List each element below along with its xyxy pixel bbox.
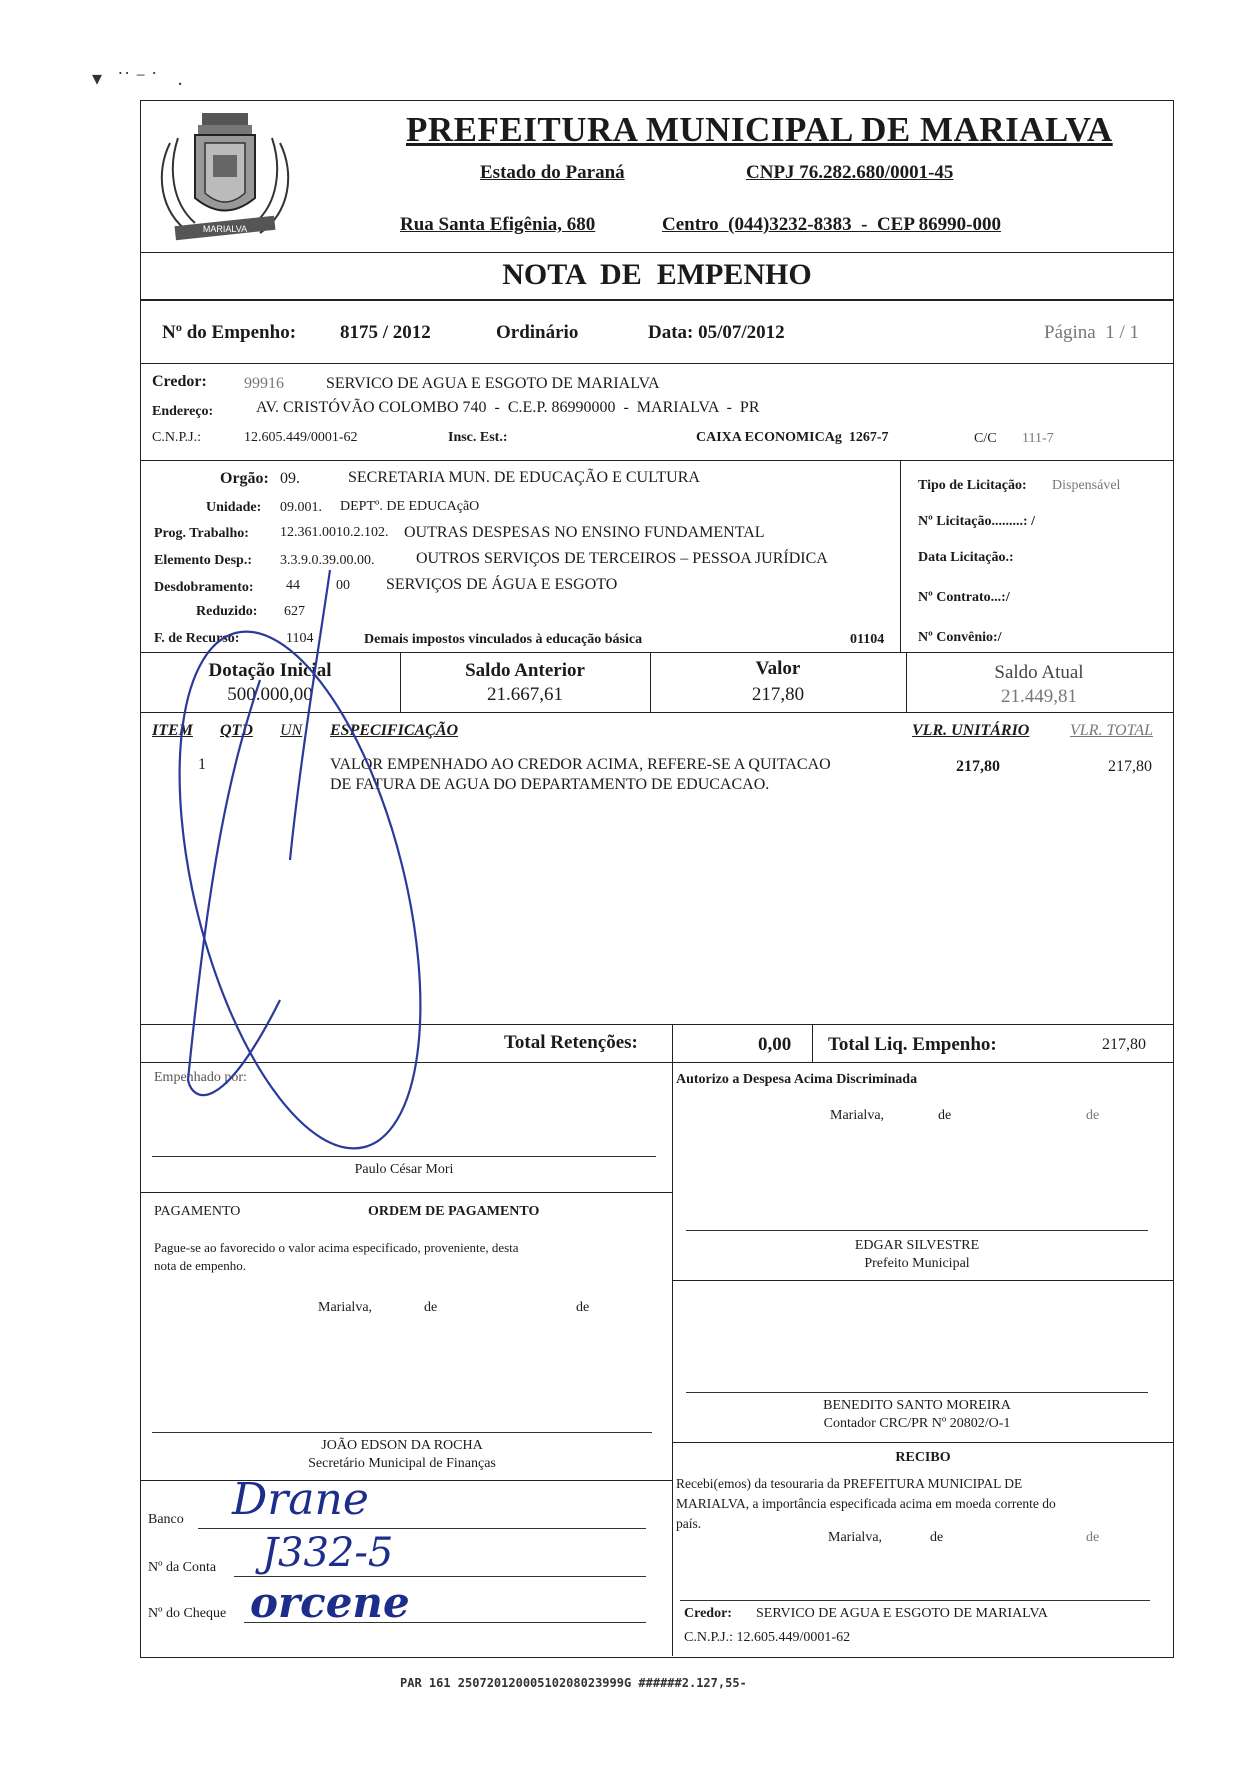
fonte-code: 1104	[286, 631, 314, 646]
item-desc-line2: DE FATURA DE AGUA DO DEPARTAMENTO DE EDUCACAO.	[330, 776, 770, 793]
autorizo-marialva: Marialva,	[830, 1108, 885, 1123]
recibo-credor-label: Credor:	[684, 1606, 732, 1621]
saldo-anterior-value: 21.667,61	[487, 684, 563, 705]
saldo-anterior-label: Saldo Anterior	[465, 660, 585, 681]
credor-code: 99916	[244, 375, 284, 392]
licitacao-tipo-value: Dispensável	[1052, 478, 1121, 493]
banco-handwritten: Drane	[232, 1474, 369, 1525]
fonte-name: Demais impostos vinculados à educação básica	[364, 632, 643, 647]
empenho-type: Ordinário	[496, 322, 579, 343]
pague-de1: de	[424, 1300, 438, 1315]
total-retencoes-label: Total Retenções:	[504, 1032, 638, 1053]
ordem-pagamento-label: ORDEM DE PAGAMENTO	[368, 1204, 540, 1219]
item-number: 1	[198, 756, 206, 773]
prefeito-title: Prefeito Municipal	[864, 1256, 970, 1271]
valor-value: 217,80	[751, 684, 805, 705]
recibo-credor-name: SERVICO DE AGUA E ESGOTO DE MARIALVA	[756, 1606, 1048, 1621]
endereco-label: Endereço:	[152, 404, 214, 419]
scan-marks: ▾ ˙˙ ⁻ ˙ .	[92, 68, 183, 90]
pen-ellipse-annotation	[100, 560, 500, 1160]
saldo-atual-value: 21.449,81	[1001, 686, 1077, 707]
empenho-date: Data: 05/07/2012	[648, 322, 785, 343]
licitacao-data: Data Licitação.:	[918, 550, 1014, 565]
fonte-num: 01104	[850, 632, 885, 647]
total-liq-label: Total Liq. Empenho:	[828, 1034, 997, 1055]
contador-title: Contador CRC/PR Nº 20802/O-1	[823, 1416, 1011, 1431]
svg-text:MARIALVA: MARIALVA	[202, 224, 248, 234]
dotacao-label: Dotação Inicial	[208, 660, 332, 681]
licitacao-tipo-label: Tipo de Licitação:	[918, 478, 1027, 493]
edgar-name: EDGAR SILVESTRE	[854, 1238, 980, 1253]
orgao-label: Orgão:	[220, 470, 269, 487]
elem-name: OUTROS SERVIÇOS DE TERCEIROS – PESSOA JURÍDICA	[416, 550, 828, 567]
item-total-value: 217,80	[1108, 758, 1152, 775]
prog-code: 12.361.0010.2.102.	[280, 525, 389, 540]
orgao-code: 09.	[280, 470, 300, 487]
prog-name: OUTRAS DESPESAS NO ENSINO FUNDAMENTAL	[404, 524, 765, 541]
banco-label: Banco	[148, 1512, 184, 1527]
district-phone-cep: Centro (044)3232-8383 - CEP 86990-000	[662, 214, 1001, 235]
recibo-de1: de	[930, 1530, 944, 1545]
col-vlr-total: VLR. TOTAL	[1070, 722, 1153, 739]
col-un: UN	[280, 722, 303, 739]
unidade-label: Unidade:	[206, 500, 262, 515]
valor-label: Valor	[755, 658, 801, 679]
reduz-code: 627	[284, 604, 305, 619]
unidade-code: 09.001.	[280, 500, 322, 515]
fonte-label: F. de Recurso:	[154, 631, 240, 646]
endereco: AV. CRISTÓVÃO COLOMBO 740 - C.E.P. 86990000 - MARIALVA - PR	[256, 399, 760, 416]
reduz-label: Reduzido:	[196, 604, 258, 619]
bank-authentication-stamp: PAR 161 25072012000510208023999G ######2.127,55-	[400, 1676, 747, 1690]
desd-name: SERVIÇOS DE ÁGUA E ESGOTO	[386, 576, 618, 593]
cheque-handwritten: orcene	[250, 1578, 410, 1627]
item-unit-value: 217,80	[956, 758, 1000, 775]
recibo-line3: país.	[676, 1516, 702, 1531]
convenio: Nº Convênio:/	[918, 630, 1002, 645]
recibo-line1: Recebi(emos) da tesouraria da PREFEITURA MUNICIPAL DE	[676, 1476, 1023, 1491]
bank-info: CAIXA ECONOMICAg 1267-7	[696, 430, 889, 445]
elem-label: Elemento Desp.:	[154, 553, 252, 568]
document-title: NOTA DE EMPENHO	[502, 258, 812, 291]
pague-marialva: Marialva,	[318, 1300, 373, 1315]
unidade-name: DEPTº. DE EDUCAçãO	[340, 499, 480, 514]
cc-label: C/C	[974, 431, 997, 446]
desd-code: 44	[286, 578, 300, 593]
empenhado-por: Empenhado por:	[154, 1070, 247, 1085]
pague-line2: nota de empenho.	[154, 1258, 247, 1273]
orgao-name: SECRETARIA MUN. DE EDUCAÇÃO E CULTURA	[348, 469, 700, 486]
col-qtd: QTD	[220, 722, 253, 739]
desd-sub: 00	[336, 578, 350, 593]
contrato: Nº Contrato...:/	[918, 590, 1010, 605]
saldo-atual-label: Saldo Atual	[994, 662, 1084, 683]
conta-handwritten: J332-5	[262, 1530, 394, 1576]
prog-label: Prog. Trabalho:	[154, 526, 249, 541]
benedito-name: BENEDITO SANTO MOREIRA	[823, 1398, 1011, 1413]
autorizo-de1: de	[938, 1108, 952, 1123]
address: Rua Santa Efigênia, 680	[400, 214, 596, 235]
recibo-line2: MARIALVA, a importância especificada acima em moeda corrente do	[676, 1496, 1056, 1511]
pagamento-label: PAGAMENTO	[154, 1204, 241, 1219]
item-desc-line1: VALOR EMPENHADO AO CREDOR ACIMA, REFERE-SE A QUITACAO	[330, 756, 831, 773]
pague-line1: Pague-se ao favorecido o valor acima especificado, proveniente, desta	[154, 1240, 519, 1255]
licitacao-num: Nº Licitação.........: /	[918, 514, 1035, 529]
state-name: Estado do Paraná	[480, 162, 625, 183]
col-vlr-unitario: VLR. UNITÁRIO	[912, 722, 1030, 739]
page-number: Página 1 / 1	[1044, 322, 1139, 343]
paulo-name: Paulo César Mori	[354, 1162, 454, 1177]
coat-of-arms-logo	[150, 103, 300, 255]
joao-name: JOÃO EDSON DA ROCHA	[321, 1438, 483, 1453]
credor-label: Credor:	[152, 373, 207, 390]
cnpj-label: C.N.P.J.:	[152, 430, 202, 445]
recibo-de2: de	[1086, 1530, 1100, 1545]
col-item: ITEM	[152, 722, 193, 739]
pague-de2: de	[576, 1300, 590, 1315]
autorizo-text: Autorizo a Despesa Acima Discriminada	[676, 1072, 918, 1087]
elem-code: 3.3.9.0.39.00.00.	[280, 553, 375, 568]
total-liq-value: 217,80	[1102, 1036, 1146, 1053]
total-retencoes-value: 0,00	[758, 1034, 792, 1055]
empenho-number: 8175 / 2012	[340, 322, 431, 343]
empenho-number-label: Nº do Empenho:	[162, 322, 297, 343]
secretario-title: Secretário Municipal de Finanças	[308, 1456, 496, 1471]
cc-value: 111-7	[1022, 431, 1054, 446]
col-especificacao: ESPECIFICAÇÃO	[330, 722, 459, 739]
recibo-credor-cnpj: C.N.P.J.: 12.605.449/0001-62	[684, 1630, 851, 1645]
recibo-marialva: Marialva,	[828, 1530, 883, 1545]
dotacao-value: 500.000,00	[227, 684, 313, 705]
page-title: PREFEITURA MUNICIPAL DE MARIALVA	[406, 110, 1113, 149]
desd-label: Desdobramento:	[154, 580, 254, 595]
cheque-label: Nº do Cheque	[148, 1606, 227, 1621]
insc-label: Insc. Est.:	[448, 430, 508, 445]
recibo-title: RECIBO	[895, 1450, 951, 1465]
cnpj-header: CNPJ 76.282.680/0001-45	[746, 162, 954, 183]
creditor-cnpj: 12.605.449/0001-62	[244, 430, 358, 445]
conta-label: Nº da Conta	[148, 1560, 217, 1575]
autorizo-de2: de	[1086, 1108, 1100, 1123]
credor-name: SERVICO DE AGUA E ESGOTO DE MARIALVA	[326, 375, 660, 392]
